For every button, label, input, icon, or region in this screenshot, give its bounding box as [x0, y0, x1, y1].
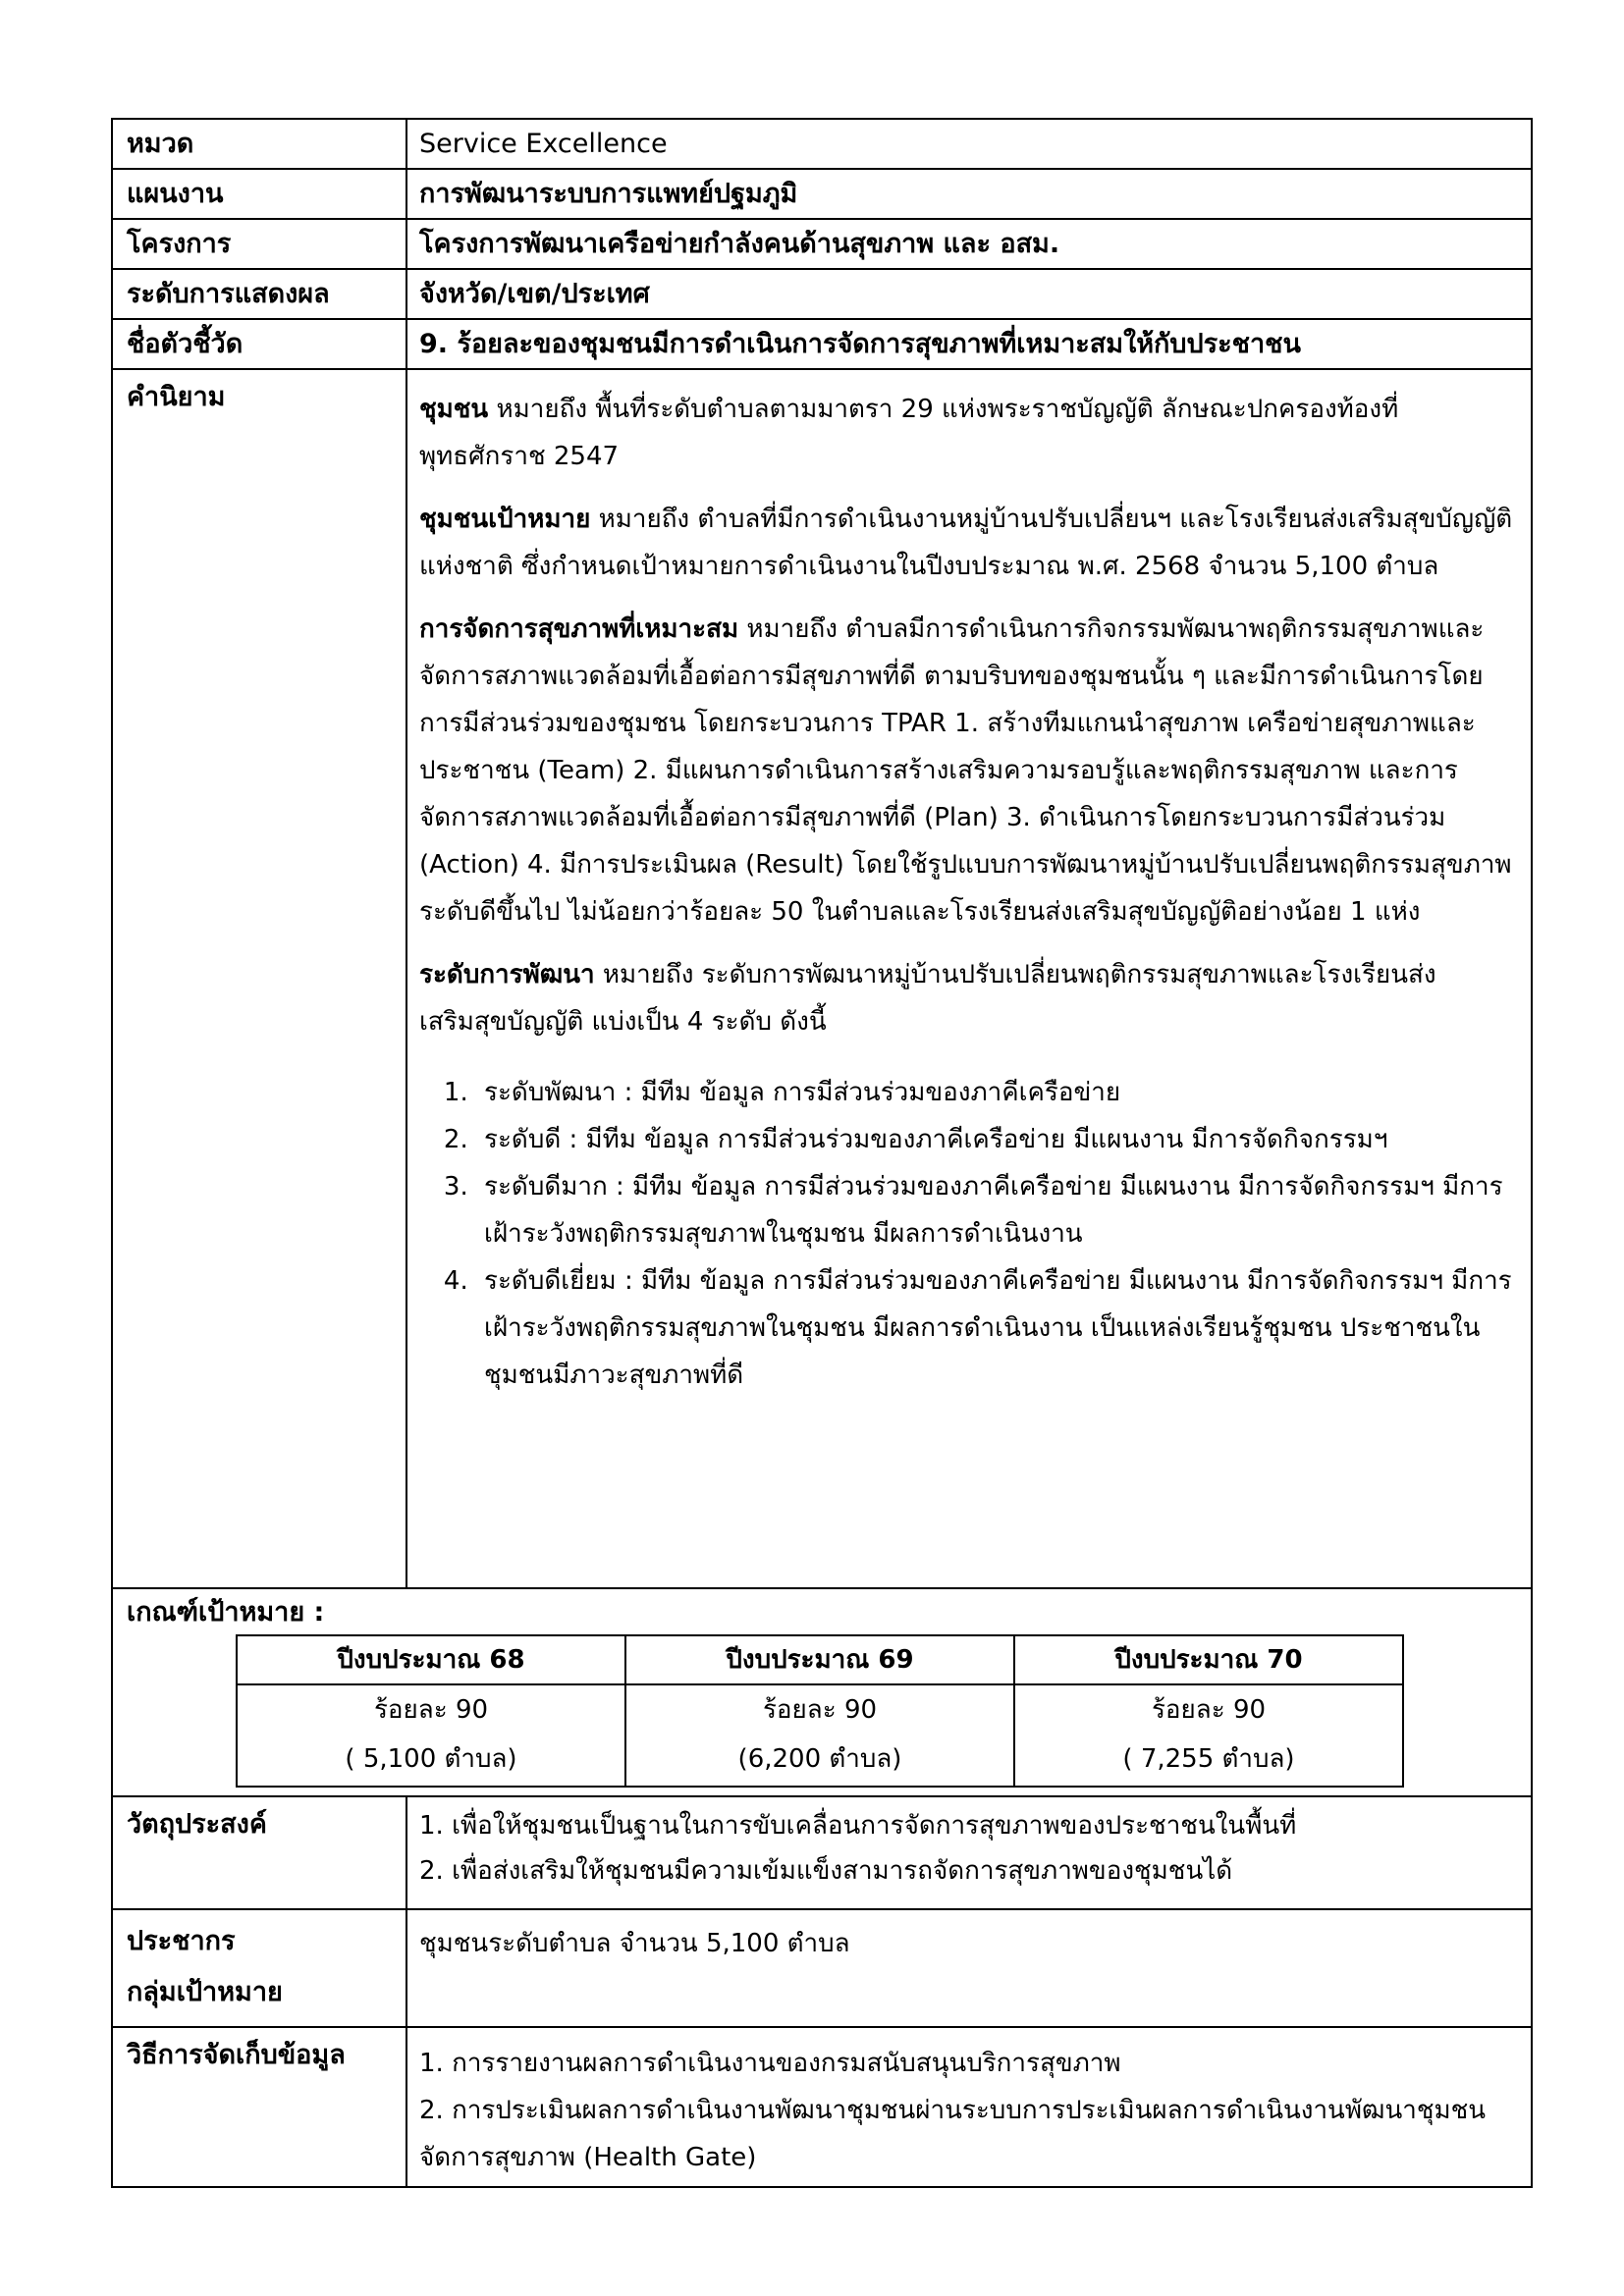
- level-item: 4. ระดับดีเยี่ยม : มีทีม ข้อมูล การมีส่วนร่วมของภาคีเครือข่าย มีแผนงาน มีการจัดกิจกรรมฯ มีการเฝ้าระวังพฤติกรรมสุขภาพในชุมชน มีผลการดำเนินงาน เป็นแหล่งเรียนรู้ชุมชน ประชาชนในชุมชนมีภาวะสุขภาพที่ดี: [476, 1257, 1517, 1399]
- target-label: เกณฑ์เป้าหมาย :: [127, 1597, 325, 1628]
- objective-item: 2. เพื่อส่งเสริมให้ชุมชนมีความเข้มแข็งสามารถจัดการสุขภาพของชุมชนได้: [419, 1856, 1233, 1886]
- row-display-level: [113, 270, 1531, 320]
- row-indicator: [113, 320, 1531, 370]
- target-percent: ร้อยละ 90: [762, 1695, 878, 1725]
- definition-appropriate-management: [419, 606, 1517, 935]
- text-development-level: หมายถึง ระดับการพัฒนาหมู่บ้านปรับเปลี่ยนพฤติกรรมสุขภาพและโรงเรียนส่งเสริมสุขบัญญัติ แบ่งเป็น 4 ระดับ ดังนี้: [419, 960, 1436, 1037]
- objective-item: 1. เพื่อให้ชุมชนเป็นฐานในการขับเคลื่อนการจัดการสุขภาพของประชาชนในพื้นที่: [419, 1811, 1297, 1841]
- target-cell: [1014, 1684, 1403, 1787]
- display-level-value: จังหวัด/เขต/ประเทศ: [419, 279, 650, 309]
- display-level-label: ระดับการแสดงผล: [113, 270, 407, 318]
- collection-label: วิธีการจัดเก็บข้อมูล: [113, 2028, 407, 2186]
- text-target-community: หมายถึง ตำบลที่มีการดำเนินงานหมู่บ้านปรับเปลี่ยนฯ และโรงเรียนส่งเสริมสุขบัญญัติแห่งชาติ ซึ่งกำหนดเป้าหมายการดำเนินงานในปีงบประมาณ พ.ศ. 2568 จำนวน 5,100 ตำบล: [419, 505, 1513, 581]
- population-label-line1: ประชากร: [127, 1926, 236, 1956]
- target-cell: [237, 1684, 625, 1787]
- target-percent: ร้อยละ 90: [1151, 1695, 1267, 1725]
- level-item: 1. ระดับพัฒนา : มีทีม ข้อมูล การมีส่วนร่วมของภาคีเครือข่าย: [476, 1069, 1517, 1116]
- development-levels-list: [419, 1069, 1517, 1399]
- term-development-level: ระดับการพัฒนา: [419, 960, 595, 989]
- target-percent: ร้อยละ 90: [373, 1695, 489, 1725]
- target-year-header: ปีงบประมาณ 70: [1014, 1635, 1403, 1684]
- row-data-collection: [113, 2028, 1531, 2188]
- indicator-template-table: [111, 118, 1533, 2188]
- term-community: ชุมชน: [419, 395, 489, 424]
- target-cell: [625, 1684, 1014, 1787]
- plan-value: การพัฒนาระบบการแพทย์ปฐมภูมิ: [419, 179, 798, 209]
- definition-development-level: [419, 951, 1517, 1045]
- collection-content: [407, 2028, 1531, 2186]
- objectives-content: [407, 1797, 1531, 1908]
- project-label: โครงการ: [113, 220, 407, 268]
- population-value: ชุมชนระดับตำบล จำนวน 5,100 ตำบล: [419, 1929, 850, 1958]
- target-count: ( 5,100 ตำบล): [345, 1744, 517, 1774]
- objectives-label: วัตถุประสงค์: [113, 1797, 407, 1908]
- target-table: [236, 1634, 1404, 1788]
- row-target: [113, 1589, 1531, 1797]
- population-label: [113, 1910, 407, 2026]
- row-plan: [113, 170, 1531, 220]
- row-population: [113, 1910, 1531, 2028]
- population-label-line2: กลุ่มเป้าหมาย: [127, 1977, 283, 2007]
- plan-label: แผนงาน: [113, 170, 407, 218]
- term-appropriate-management: การจัดการสุขภาพที่เหมาะสม: [419, 614, 739, 644]
- row-definition: [113, 370, 1531, 1589]
- definition-content: [407, 370, 1531, 1587]
- target-count: (6,200 ตำบล): [737, 1744, 902, 1774]
- text-appropriate-management: หมายถึง ตำบลมีการดำเนินการกิจกรรมพัฒนาพฤติกรรมสุขภาพและจัดการสภาพแวดล้อมที่เอื้อต่อการมีสุขภาพที่ดี ตามบริบทของชุมชนนั้น ๆ และมีการดำเนินการโดยการมีส่วนร่วมของชุมชน โดยกระบวนการ TPAR 1. สร้างทีมแกนนำสุขภาพ เครือข่ายสุขภาพและประชาชน (Team) 2. มีแผนการดำเนินการสร้างเสริมความรอบรู้และพฤติกรรมสุขภาพ และการจัดการสภาพแวดล้อมที่เอื้อต่อการมีสุขภาพที่ดี (Plan) 3. ดำเนินการโดยกระบวนการมีส่วนร่วม (Action) 4. มีการประเมินผล (Result) โดยใช้รูปแบบการพัฒนาหมู่บ้านปรับเปลี่ยนพฤติกรรมสุขภาพ ระดับดีขึ้นไป ไม่น้อยกว่าร้อยละ 50 ในตำบลและโรงเรียนส่งเสริมสุขบัญญัติอย่างน้อย 1 แห่ง: [419, 614, 1512, 927]
- row-project: [113, 220, 1531, 270]
- text-community: หมายถึง พื้นที่ระดับตำบลตามมาตรา 29 แห่งพระราชบัญญัติ ลักษณะปกครองท้องที่ พุทธศักราช 2547: [419, 395, 1399, 471]
- collection-item: 2. การประเมินผลการดำเนินงานพัฒนาชุมชนผ่านระบบการประเมินผลการดำเนินงานพัฒนาชุมชนจัดการสุขภาพ (Health Gate): [419, 2096, 1487, 2172]
- term-target-community: ชุมชนเป้าหมาย: [419, 505, 591, 534]
- project-value: โครงการพัฒนาเครือข่ายกำลังคนด้านสุขภาพ และ อสม.: [419, 229, 1060, 259]
- category-value: Service Excellence: [419, 129, 668, 159]
- target-year-header: ปีงบประมาณ 69: [625, 1635, 1014, 1684]
- definition-target-community: [419, 496, 1517, 590]
- level-item: 2. ระดับดี : มีทีม ข้อมูล การมีส่วนร่วมของภาคีเครือข่าย มีแผนงาน มีการจัดกิจกรรมฯ: [476, 1116, 1517, 1163]
- definition-label: คำนิยาม: [113, 370, 407, 1587]
- target-value-row: [237, 1684, 1403, 1787]
- row-category: [113, 120, 1531, 170]
- target-header-row: [237, 1635, 1403, 1684]
- target-count: ( 7,255 ตำบล): [1122, 1744, 1295, 1774]
- indicator-value: 9. ร้อยละของชุมชนมีการดำเนินการจัดการสุขภาพที่เหมาะสมให้กับประชาชน: [419, 329, 1301, 359]
- target-year-header: ปีงบประมาณ 68: [237, 1635, 625, 1684]
- definition-community: [419, 386, 1517, 480]
- level-item: 3. ระดับดีมาก : มีทีม ข้อมูล การมีส่วนร่วมของภาคีเครือข่าย มีแผนงาน มีการจัดกิจกรรมฯ มีการเฝ้าระวังพฤติกรรมสุขภาพในชุมชน มีผลการดำเนินงาน: [476, 1163, 1517, 1257]
- collection-item: 1. การรายงานผลการดำเนินงานของกรมสนับสนุนบริการสุขภาพ: [419, 2049, 1121, 2078]
- row-objectives: [113, 1797, 1531, 1910]
- category-label: หมวด: [113, 120, 407, 168]
- indicator-label: ชื่อตัวชี้วัด: [113, 320, 407, 368]
